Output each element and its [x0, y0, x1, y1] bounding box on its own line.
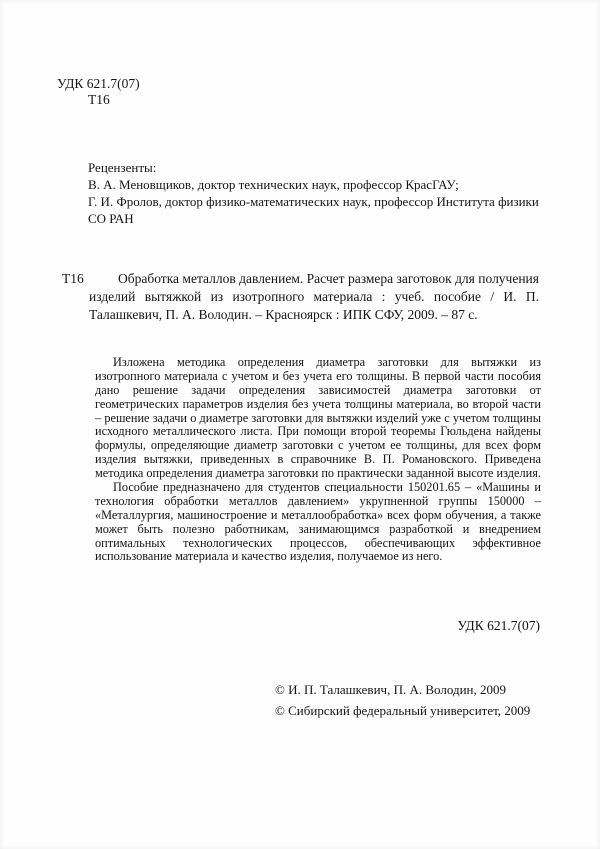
udk-classification-block	[57, 76, 140, 108]
copyright-block	[275, 680, 530, 722]
annotation-paragraph-2: Пособие предназначено для студентов специальности 150201.65 – «Машины и технология обработки металлов давлением» укрупненной группы 150000 – «Металлургия, машиностроение и металлообработка» всех форм обучения, а также может быть полезно работникам, занимающимся разработкой и внедрением оптимальных технологических процессов, обеспечивающих эффективное использование материала и качество изделия, получаемое из него.	[95, 480, 541, 564]
author-sign-code: Т16	[88, 92, 110, 108]
copyright-line-authors: © И. П. Талашкевич, П. А. Володин, 2009	[275, 682, 506, 697]
udk-top-text: УДК 621.7(07)	[57, 76, 140, 91]
bib-entry-code: Т16	[62, 271, 84, 286]
bibliographic-entry	[62, 270, 539, 324]
reviewer-line: Г. И. Фролов, доктор физико-математических наук, профессор Института физики СО РАН	[88, 193, 539, 226]
copyright-line-university: © Сибирский федеральный университет, 2009	[275, 702, 531, 718]
annotation-block	[95, 356, 541, 564]
annotation-paragraph-1: Изложена методика определения диаметра заготовки для вытяжки из изотропного материала с учетом и без учета его толщины. В первой части пособия дано решение задачи определения зависимостей диаметра заготовки от геометрических параметров изделия без учета толщины материала, во второй части – решение задачи о диаметре заготовки для вытяжки изделий уже с учетом толщины исходного металлического листа. При помощи второй теоремы Гюльдена найдены формулы, определяющие диаметр заготовки с учетом ее толщины, для всех форм изделия вытяжки, приведенных в справочнике В. П. Романовского. Приведена методика определения диаметра заготовки по практически заданной высоте изделия.	[95, 355, 541, 481]
bib-entry-text: Обработка металлов давлением. Расчет размера заготовок для получения изделий вытяжкой из изотропного материала : учеб. пособие / И. П. Талашкевич, П. А. Володин. – Красноярск : ИПК СФУ, 2009. – 87 с.	[89, 271, 539, 322]
reviewers-label: Рецензенты:	[88, 160, 157, 175]
udk-bottom-text: УДК 621.7(07)	[457, 618, 540, 633]
reviewers-block	[88, 160, 550, 228]
reviewer-line: В. А. Меновщиков, доктор технических наук, профессор КрасГАУ;	[88, 176, 459, 192]
